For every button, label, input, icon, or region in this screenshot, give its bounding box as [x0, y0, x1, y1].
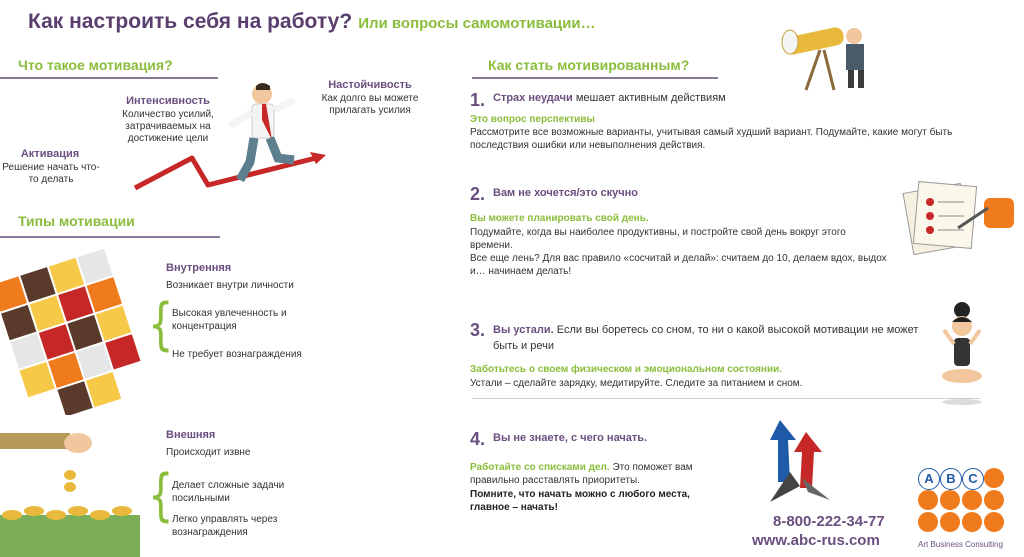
- step-4-subtitle-rest: Это поможет вам правильно расставлять приоритеты.: [470, 462, 693, 486]
- logo-letter-c: C: [962, 468, 984, 490]
- step-2-title: [493, 187, 638, 199]
- internal-item-1: Высокая увлеченность и концентрация: [172, 308, 287, 332]
- puzzle-icon: [0, 245, 160, 415]
- intensity-label: Интенсивность: [126, 95, 210, 107]
- up-arrows-icon: [760, 412, 840, 507]
- what-divider: [0, 77, 218, 79]
- step-2-text2: Все еще лень? Для вас правило «сосчитай и делай»: считаем до 10, делаем вдох, выдох и… начинаем делать!: [470, 253, 887, 277]
- step-2-title-bold: Вам не хочется/это скучно: [493, 187, 638, 199]
- abc-logo: [918, 468, 1018, 538]
- step-4-subtitle: [470, 461, 740, 487]
- persistence-desc: Как долго вы можете прилагать усилия: [321, 93, 419, 116]
- money-hand-icon: [0, 425, 150, 557]
- external-item-2: Легко управлять через вознаграждения: [172, 514, 278, 538]
- external-brace: {: [148, 463, 174, 529]
- step-2-text: Подумайте, когда вы наиболее продуктивны, и постройте свой день вокруг этого времени.: [470, 227, 846, 251]
- internal-label: Внутренняя: [166, 262, 232, 274]
- phone-number[interactable]: 8-800-222-34-77: [773, 513, 885, 530]
- meditation-icon: [938, 300, 986, 408]
- internal-item-2: Не требует вознаграждения: [172, 349, 302, 360]
- step-3-title-bold: Вы устали.: [493, 324, 554, 336]
- step-1-number: 1.: [470, 90, 486, 110]
- step-3-title: [493, 322, 923, 354]
- how-divider: [472, 77, 718, 79]
- internal-brace: {: [148, 292, 174, 358]
- step-4-subtitle-bold: Работайте со списками дел.: [470, 462, 610, 473]
- types-divider: [0, 236, 220, 238]
- step-3-divider: [472, 398, 980, 399]
- how-heading: Как стать мотивированным?: [488, 57, 690, 73]
- step-2-subtitle: Вы можете планировать свой день.: [470, 213, 649, 224]
- step-2-number: 2.: [470, 184, 486, 204]
- activation-label: Активация: [20, 148, 80, 160]
- external-label: Внешняя: [166, 429, 216, 441]
- logo-letter-b: B: [940, 468, 962, 490]
- external-item-1: Делает сложные задачи посильными: [172, 480, 285, 504]
- step-1-title: [493, 92, 726, 104]
- step-4-title: [493, 432, 647, 444]
- climbing-man-icon: [222, 80, 312, 190]
- internal-desc: Возникает внутри личности: [166, 280, 294, 291]
- step-1-subtitle: Это вопрос перспективы: [470, 114, 595, 125]
- logo-caption: Art Business Consulting: [918, 540, 1003, 549]
- types-heading: Типы мотивации: [18, 213, 135, 229]
- activation-desc: Решение начать что-то делать: [2, 162, 100, 185]
- external-desc: Происходит извне: [166, 447, 251, 458]
- telescope-icon: [776, 22, 886, 92]
- step-3-text: Устали – сделайте зарядку, медитируйте. Следите за питанием и сном.: [470, 378, 803, 389]
- intensity-desc: Количество усилий, затрачиваемых на достижение цели: [122, 109, 214, 144]
- title-main: Как настроить себя на работу?: [28, 10, 353, 33]
- step-4-number: 4.: [470, 429, 486, 449]
- step-1-title-bold: Страх неудачи: [493, 92, 573, 104]
- step-3-number: 3.: [470, 320, 486, 340]
- what-heading: Что такое мотивация?: [18, 57, 173, 73]
- checklist-icon: [898, 178, 1023, 258]
- step-3-subtitle: Заботьтесь о своем физическом и эмоциональном состоянии.: [470, 364, 783, 375]
- website-link[interactable]: www.abc-rus.com: [752, 532, 880, 549]
- title-subtitle: Или вопросы самомотивации…: [358, 15, 596, 32]
- step-1-title-rest: мешает активным действиям: [572, 92, 726, 104]
- step-4-title-bold: Вы не знаете, с чего начать.: [493, 432, 648, 444]
- logo-letter-a: A: [918, 468, 940, 490]
- step-4-text: Помните, что начать можно с любого места, главное – начать!: [470, 489, 690, 513]
- page-title: [28, 10, 596, 34]
- persistence-label: Настойчивость: [328, 79, 412, 91]
- step-3-title-rest: Если вы боретесь со сном, то ни о какой высокой мотивации не может быть и речи: [493, 324, 919, 352]
- step-1-text: Рассмотрите все возможные варианты, учитывая самый худший вариант. Подумайте, какие могут быть последствия ошибки или невыполнения действия.: [470, 127, 953, 151]
